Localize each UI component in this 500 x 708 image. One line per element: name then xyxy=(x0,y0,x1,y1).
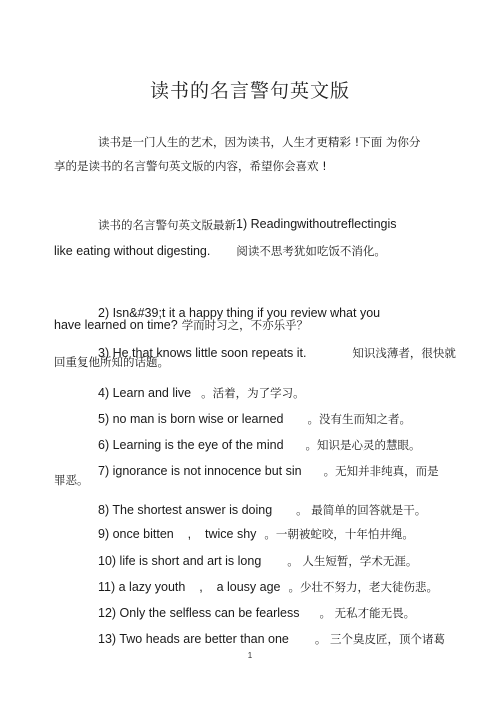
item-11: 11) a lazy youth , a lousy age 。少壮不努力，老大徒伤悲。 xyxy=(98,579,438,594)
item-7-line-2: 罪恶。 xyxy=(54,472,89,487)
intro-line-2: 享的是读书的名言警句英文版的内容，希望你会喜欢 ! xyxy=(54,158,327,173)
intro-line-1: 读书是一门人生的艺术，因为读书，人生才更精彩 !下面 为你分 xyxy=(98,135,421,149)
page-title: 读书的名言警句英文版 xyxy=(149,80,350,102)
page-number: 1 xyxy=(247,651,253,660)
item-5: 5) no man is born wise or learned 。没有生而知之者。 xyxy=(98,411,411,426)
item-3-line-1: 3) He that knows little soon repeats it. 知识浅薄者，很快就 xyxy=(98,346,456,361)
item-8: 8) The shortest answer is doing 。 最简单的回答就是干。 xyxy=(98,503,427,518)
item-4: 4) Learn and live 。活着，为了学习。 xyxy=(98,385,305,400)
item-6: 6) Learning is the eye of the mind 。知识是心灵的慧眼。 xyxy=(98,438,421,453)
item-3-line-2: 回重复他所知的话题。 xyxy=(54,355,169,370)
item-2-line-2: have learned on time? 学而时习之，不亦乐乎？ xyxy=(54,318,309,333)
item-12: 12) Only the selfless can be fearless 。 无私才能无畏。 xyxy=(98,605,416,620)
item-9: 9) once bitten , twice shy 。一朝被蛇咬，十年怕井绳。 xyxy=(98,527,414,542)
item-1-line-2: like eating without digesting. 阅读不思考犹如吃饭不消化。 xyxy=(54,244,386,258)
item-10: 10) life is short and art is long 。 人生短暂，学术无涯。 xyxy=(98,553,418,568)
item-13: 13) Two heads are better than one 。 三个臭皮匠，顶个诸葛 xyxy=(98,632,446,647)
item-7-line-1: 7) ignorance is not innocence but sin 。无知并非纯真，而是 xyxy=(98,464,439,479)
item-2-line-1: 2) Isn&#39;t it a happy thing if you review what you xyxy=(98,306,381,321)
item-1-line-1: 读书的名言警句英文版最新 1) Reading without reflecting is xyxy=(98,216,397,232)
